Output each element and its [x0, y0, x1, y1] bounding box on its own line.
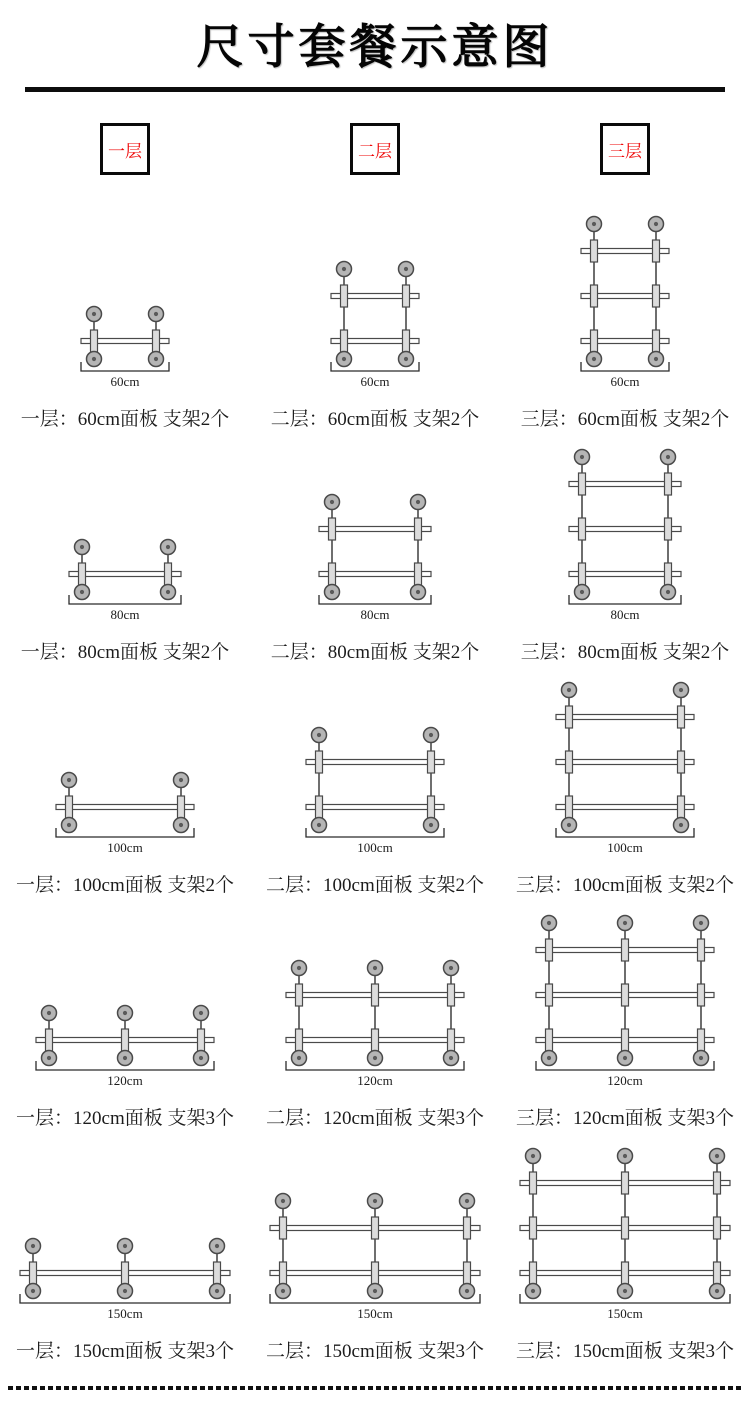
bracket-mount-dot: [465, 1289, 469, 1293]
cell-caption: 二层：120cm面板 支架3个: [266, 1108, 484, 1129]
bracket-connector: [678, 706, 685, 728]
bracket-connector: [280, 1217, 287, 1239]
bracket-connector: [622, 1172, 629, 1194]
shelf-panel: [556, 760, 694, 765]
dimension-label: 60cm: [110, 374, 140, 389]
dimension-label: 100cm: [107, 840, 143, 855]
cell-caption: 二层：100cm面板 支架2个: [266, 875, 484, 896]
bottom-divider: [8, 1386, 742, 1390]
dimension-label: 80cm: [110, 607, 140, 622]
bracket-mount-dot: [679, 688, 683, 692]
bracket-mount-dot: [67, 778, 71, 782]
bracket-mount-dot: [531, 1289, 535, 1293]
bracket-connector: [372, 1029, 379, 1051]
diagram-cell: [250, 668, 500, 901]
dimension-label: 120cm: [107, 1073, 143, 1088]
bracket-connector: [665, 473, 672, 495]
bracket-mount-dot: [317, 823, 321, 827]
bracket-connector: [678, 751, 685, 773]
bracket-mount-dot: [567, 823, 571, 827]
bracket-mount-dot: [47, 1011, 51, 1015]
bracket-connector: [214, 1262, 221, 1284]
shelf-panel: [56, 805, 194, 810]
diagram-cell: [0, 1134, 250, 1367]
bracket-mount-dot: [580, 455, 584, 459]
bracket-connector: [566, 751, 573, 773]
bracket-connector: [464, 1262, 471, 1284]
cell-caption: 二层：60cm面板 支架2个: [270, 409, 480, 430]
cell-caption: 三层：100cm面板 支架2个: [516, 875, 734, 896]
bracket-connector: [566, 706, 573, 728]
bracket-mount-dot: [199, 1011, 203, 1015]
bracket-connector: [530, 1172, 537, 1194]
column-header-row: [0, 123, 750, 175]
shelf-panel: [556, 805, 694, 810]
bracket-mount-dot: [330, 500, 334, 504]
shelf-diagram-svg: [8, 304, 242, 393]
column-header-label: 一层: [108, 141, 142, 161]
bracket-connector: [316, 796, 323, 818]
bracket-connector: [372, 984, 379, 1006]
bracket-connector: [341, 285, 348, 307]
cell-caption: 一层：120cm面板 支架3个: [16, 1108, 234, 1129]
bracket-connector: [714, 1217, 721, 1239]
shelf-diagram-svg: [258, 1191, 492, 1325]
bracket-mount-dot: [373, 1199, 377, 1203]
bracket-connector: [30, 1262, 37, 1284]
bracket-mount-dot: [654, 357, 658, 361]
bracket-connector: [698, 939, 705, 961]
dimension-label: 150cm: [107, 1306, 143, 1321]
bracket-mount-dot: [123, 1289, 127, 1293]
column-header-label: 二层: [358, 141, 392, 161]
bracket-mount-dot: [373, 1056, 377, 1060]
column-header-layer-3: [600, 123, 650, 175]
bracket-connector: [178, 796, 185, 818]
bracket-connector: [296, 1029, 303, 1051]
bracket-mount-dot: [404, 357, 408, 361]
bracket-connector: [622, 1029, 629, 1051]
bracket-connector: [698, 1029, 705, 1051]
bracket-mount-dot: [404, 267, 408, 271]
bracket-mount-dot: [373, 966, 377, 970]
bracket-mount-dot: [715, 1154, 719, 1158]
bracket-mount-dot: [123, 1011, 127, 1015]
bracket-mount-dot: [123, 1244, 127, 1248]
bracket-connector: [698, 984, 705, 1006]
bracket-connector: [653, 285, 660, 307]
shelf-panel: [306, 805, 444, 810]
cell-caption: 一层：60cm面板 支架2个: [20, 409, 230, 430]
shelf-diagram-svg: [258, 492, 492, 626]
bracket-mount-dot: [342, 267, 346, 271]
bracket-mount-dot: [179, 823, 183, 827]
dimension-line: [556, 828, 694, 837]
bracket-mount-dot: [215, 1289, 219, 1293]
dimension-label: 100cm: [357, 840, 393, 855]
bracket-connector: [329, 563, 336, 585]
shelf-diagram-svg: [258, 958, 492, 1092]
bracket-mount-dot: [416, 500, 420, 504]
bracket-connector: [546, 984, 553, 1006]
shelf-diagram-svg: [508, 447, 742, 626]
bracket-connector: [579, 518, 586, 540]
cell-caption: 三层：80cm面板 支架2个: [520, 642, 730, 663]
diagram-cell: [250, 901, 500, 1134]
bracket-connector: [622, 1262, 629, 1284]
bracket-connector: [403, 330, 410, 352]
bracket-mount-dot: [80, 545, 84, 549]
bracket-mount-dot: [449, 966, 453, 970]
column-header-layer-2: [350, 123, 400, 175]
bracket-connector: [280, 1262, 287, 1284]
dimension-label: 150cm: [357, 1306, 393, 1321]
diagram-cell: [500, 1134, 750, 1367]
shelf-diagram-svg: [8, 1236, 242, 1325]
bracket-mount-dot: [567, 688, 571, 692]
bracket-connector: [591, 285, 598, 307]
diagram-cell: [0, 202, 250, 435]
bracket-connector: [653, 330, 660, 352]
diagram-cell: [500, 901, 750, 1134]
bracket-connector: [546, 939, 553, 961]
bracket-mount-dot: [449, 1056, 453, 1060]
cell-caption: 三层：60cm面板 支架2个: [520, 409, 730, 430]
bracket-mount-dot: [429, 823, 433, 827]
bracket-mount-dot: [281, 1289, 285, 1293]
bracket-connector: [296, 984, 303, 1006]
bracket-connector: [316, 751, 323, 773]
shelf-diagram-svg: [508, 680, 742, 859]
bracket-connector: [678, 796, 685, 818]
bracket-mount-dot: [547, 921, 551, 925]
diagram-cell: [500, 668, 750, 901]
bracket-mount-dot: [297, 1056, 301, 1060]
bracket-connector: [653, 240, 660, 262]
bracket-connector: [198, 1029, 205, 1051]
bracket-mount-dot: [179, 778, 183, 782]
bracket-connector: [448, 984, 455, 1006]
bracket-connector: [341, 330, 348, 352]
bracket-connector: [546, 1029, 553, 1051]
bracket-mount-dot: [47, 1056, 51, 1060]
bracket-mount-dot: [31, 1244, 35, 1248]
bracket-mount-dot: [580, 590, 584, 594]
bracket-connector: [622, 984, 629, 1006]
bracket-mount-dot: [465, 1199, 469, 1203]
bracket-connector: [530, 1262, 537, 1284]
diagram-cell: [250, 435, 500, 668]
shelf-diagram-svg: [508, 913, 742, 1092]
bracket-connector: [665, 518, 672, 540]
bracket-mount-dot: [166, 590, 170, 594]
bracket-connector: [714, 1262, 721, 1284]
bracket-mount-dot: [330, 590, 334, 594]
bracket-mount-dot: [166, 545, 170, 549]
shelf-diagram-svg: [8, 1003, 242, 1092]
bracket-mount-dot: [666, 455, 670, 459]
cell-caption: 二层：150cm面板 支架3个: [266, 1341, 484, 1362]
bracket-mount-dot: [531, 1154, 535, 1158]
dimension-line: [56, 828, 194, 837]
bracket-connector: [415, 518, 422, 540]
column-header-layer-1: [100, 123, 150, 175]
diagram-cell: [0, 435, 250, 668]
bracket-connector: [665, 563, 672, 585]
bracket-mount-dot: [623, 921, 627, 925]
dimension-label: 80cm: [610, 607, 640, 622]
dimension-label: 120cm: [357, 1073, 393, 1088]
dimension-label: 150cm: [607, 1306, 643, 1321]
cell-caption: 一层：150cm面板 支架3个: [16, 1341, 234, 1362]
bracket-connector: [153, 330, 160, 352]
bracket-connector: [464, 1217, 471, 1239]
diagram-grid: [0, 202, 750, 1367]
bracket-mount-dot: [317, 733, 321, 737]
bracket-mount-dot: [654, 222, 658, 226]
dimension-label: 100cm: [607, 840, 643, 855]
bracket-mount-dot: [623, 1056, 627, 1060]
bracket-mount-dot: [592, 357, 596, 361]
cell-caption: 一层：100cm面板 支架2个: [16, 875, 234, 896]
bracket-connector: [622, 1217, 629, 1239]
shelf-diagram-svg: [8, 537, 242, 626]
shelf-diagram-svg: [258, 259, 492, 393]
bracket-connector: [622, 939, 629, 961]
bracket-connector: [79, 563, 86, 585]
bracket-mount-dot: [429, 733, 433, 737]
bracket-connector: [579, 473, 586, 495]
bracket-mount-dot: [92, 312, 96, 316]
bracket-mount-dot: [154, 312, 158, 316]
column-header-label: 三层: [608, 141, 642, 161]
bracket-connector: [372, 1217, 379, 1239]
dimension-label: 80cm: [360, 607, 390, 622]
cell-caption: 一层：80cm面板 支架2个: [20, 642, 230, 663]
bracket-mount-dot: [715, 1289, 719, 1293]
shelf-panel: [556, 715, 694, 720]
bracket-mount-dot: [679, 823, 683, 827]
diagram-cell: [500, 202, 750, 435]
bracket-mount-dot: [342, 357, 346, 361]
bracket-mount-dot: [154, 357, 158, 361]
bracket-connector: [66, 796, 73, 818]
bracket-connector: [403, 285, 410, 307]
bracket-mount-dot: [31, 1289, 35, 1293]
cell-caption: 三层：120cm面板 支架3个: [516, 1108, 734, 1129]
bracket-connector: [329, 518, 336, 540]
shelf-diagram-svg: [258, 725, 492, 859]
bracket-mount-dot: [623, 1289, 627, 1293]
bracket-mount-dot: [281, 1199, 285, 1203]
bracket-connector: [591, 330, 598, 352]
bracket-mount-dot: [67, 823, 71, 827]
bracket-mount-dot: [80, 590, 84, 594]
diagram-cell: [250, 1134, 500, 1367]
bracket-connector: [122, 1029, 129, 1051]
diagram-cell: [500, 435, 750, 668]
cell-caption: 二层：80cm面板 支架2个: [270, 642, 480, 663]
diagram-cell: [0, 668, 250, 901]
bracket-mount-dot: [92, 357, 96, 361]
shelf-panel: [306, 760, 444, 765]
bracket-mount-dot: [297, 966, 301, 970]
cell-caption: 三层：150cm面板 支架3个: [516, 1341, 734, 1362]
bracket-mount-dot: [666, 590, 670, 594]
bracket-connector: [448, 1029, 455, 1051]
bracket-connector: [530, 1217, 537, 1239]
bracket-connector: [91, 330, 98, 352]
bracket-connector: [591, 240, 598, 262]
bracket-mount-dot: [416, 590, 420, 594]
bracket-mount-dot: [699, 921, 703, 925]
bracket-connector: [165, 563, 172, 585]
bracket-connector: [566, 796, 573, 818]
page-title: 尺寸套餐示意图: [196, 22, 554, 74]
bracket-mount-dot: [592, 222, 596, 226]
shelf-diagram-svg: [508, 1146, 742, 1325]
bracket-mount-dot: [123, 1056, 127, 1060]
bracket-connector: [372, 1262, 379, 1284]
bracket-connector: [46, 1029, 53, 1051]
shelf-diagram-svg: [8, 770, 242, 859]
bracket-connector: [428, 751, 435, 773]
bracket-connector: [415, 563, 422, 585]
bracket-connector: [579, 563, 586, 585]
dimension-label: 60cm: [610, 374, 640, 389]
bracket-mount-dot: [215, 1244, 219, 1248]
diagram-cell: [0, 901, 250, 1134]
bracket-connector: [714, 1172, 721, 1194]
bracket-connector: [122, 1262, 129, 1284]
bracket-connector: [428, 796, 435, 818]
dimension-line: [306, 828, 444, 837]
bracket-mount-dot: [699, 1056, 703, 1060]
dimension-label: 120cm: [607, 1073, 643, 1088]
bracket-mount-dot: [199, 1056, 203, 1060]
diagram-cell: [250, 202, 500, 435]
bracket-mount-dot: [373, 1289, 377, 1293]
dimension-label: 60cm: [360, 374, 390, 389]
bracket-mount-dot: [547, 1056, 551, 1060]
shelf-diagram-svg: [508, 214, 742, 393]
bracket-mount-dot: [623, 1154, 627, 1158]
title-divider: [25, 87, 725, 92]
